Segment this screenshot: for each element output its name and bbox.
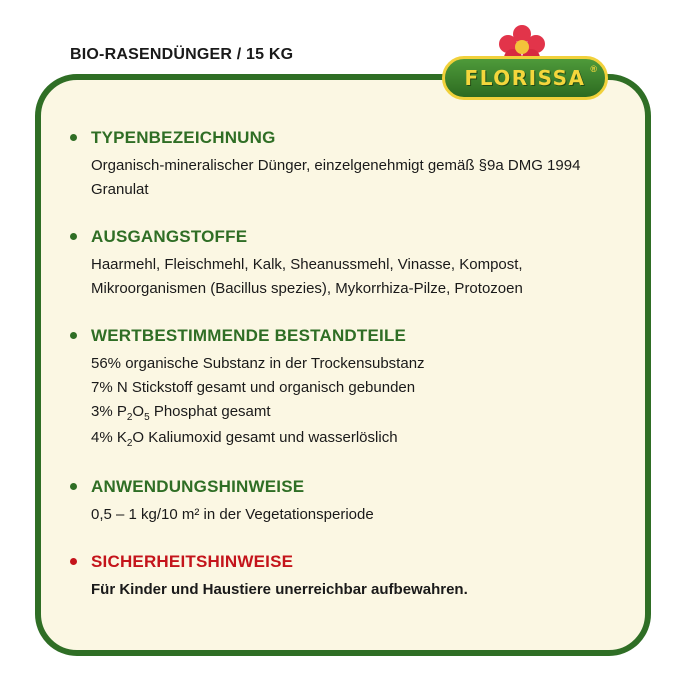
subscript: 2 bbox=[126, 412, 133, 423]
section-heading: AUSGANGSTOFFE bbox=[91, 227, 248, 246]
text-line: Organisch-mineralischer Dünger, einzelgenehmigt gemäß §9a DMG 1994 bbox=[91, 157, 581, 174]
section-anwendungshinweise bbox=[70, 475, 630, 527]
text-line: Für Kinder und Haustiere unerreichbar aufbewahren. bbox=[91, 581, 468, 598]
text-part: 4% K bbox=[91, 429, 127, 446]
text-line-kaliumoxid bbox=[91, 426, 630, 452]
logo-text: FLORISSA bbox=[464, 66, 586, 90]
bullet-icon bbox=[70, 483, 77, 490]
section-heading: SICHERHEITSHINWEISE bbox=[91, 552, 294, 571]
section-wertbestimmende-bestandteile bbox=[70, 324, 630, 452]
bullet-icon bbox=[70, 134, 77, 141]
logo-registered-mark: ® bbox=[590, 64, 597, 74]
subscript: 5 bbox=[144, 412, 150, 423]
section-typenbezeichnung bbox=[70, 126, 630, 202]
page-title: BIO-RASENDÜNGER / 15 KG bbox=[70, 46, 294, 63]
text-line: 7% N Stickstoff gesamt und organisch gebunden bbox=[91, 379, 416, 396]
text-line: 0,5 – 1 kg/10 m² in der Vegetationsperiode bbox=[91, 506, 374, 523]
text-line: Haarmehl, Fleischmehl, Kalk, Sheanussmehl, Vinasse, Kompost, bbox=[91, 256, 523, 273]
florissa-logo bbox=[442, 24, 608, 108]
text-part: O Kaliumoxid gesamt und wasserlöslich bbox=[132, 429, 398, 446]
text-line: Granulat bbox=[91, 181, 149, 198]
section-heading: WERTBESTIMMENDE BESTANDTEILE bbox=[91, 326, 407, 345]
section-ausgangstoffe bbox=[70, 225, 630, 301]
text-line-phosphat bbox=[91, 400, 630, 426]
text-line: Mikroorganismen (Bacillus spezies), Mykorrhiza-Pilze, Protozoen bbox=[91, 280, 523, 297]
content bbox=[70, 126, 630, 602]
bullet-icon bbox=[70, 233, 77, 240]
subscript: 2 bbox=[126, 438, 133, 449]
bullet-icon bbox=[70, 332, 77, 339]
text-part: Phosphat gesamt bbox=[149, 403, 271, 420]
text-part: O bbox=[132, 403, 145, 420]
text-line: 56% organische Substanz in der Trockensubstanz bbox=[91, 355, 425, 372]
bullet-icon bbox=[70, 558, 77, 565]
section-sicherheitshinweise bbox=[70, 550, 630, 602]
section-heading: ANWENDUNGSHINWEISE bbox=[91, 477, 305, 496]
section-heading: TYPENBEZEICHNUNG bbox=[91, 128, 276, 147]
text-part: 3% P bbox=[91, 403, 127, 420]
logo-badge bbox=[442, 56, 608, 100]
